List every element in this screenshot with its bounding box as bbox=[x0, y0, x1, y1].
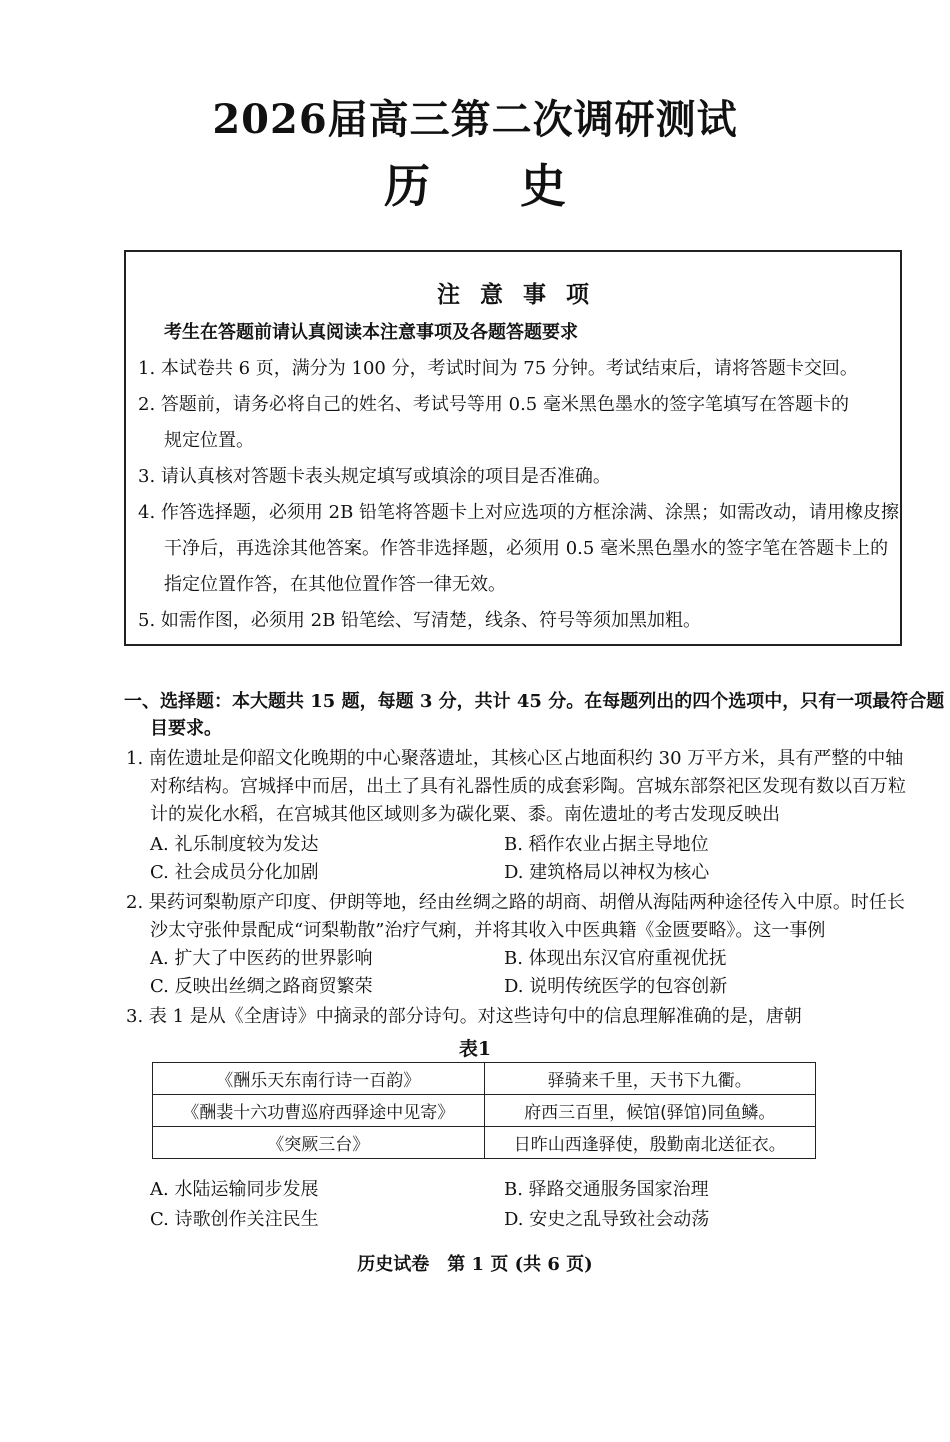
notice-line-2: 2. 答题前，请务必将自己的姓名、考试号等用 0.5 毫米黑色墨水的签字笔填写在答题卡的 bbox=[138, 394, 849, 415]
q1-option-a: A. 礼乐制度较为发达 bbox=[150, 834, 319, 855]
table-row bbox=[153, 1063, 816, 1095]
table-row bbox=[153, 1127, 816, 1159]
q2-stem-line-1: 2. 果药诃梨勒原产印度、伊朗等地，经由丝绸之路的胡商、胡僧从海陆两种途径传入中原。时任长 bbox=[126, 892, 905, 913]
poem-verse: 日昨山西逢驿使，殷勤南北送征衣。 bbox=[484, 1127, 816, 1159]
notice-heading: 注意事项 bbox=[437, 281, 609, 308]
poem-verse: 驿骑来千里，天书下九衢。 bbox=[484, 1063, 816, 1095]
table-row bbox=[153, 1095, 816, 1127]
q1-stem-line-1: 1. 南佐遗址是仰韶文化晚期的中心聚落遗址，其核心区占地面积约 30 万平方米，具有严整的中轴 bbox=[126, 748, 904, 769]
subject-title: 历史 bbox=[384, 159, 656, 213]
notice-line-4: 4. 作答选择题，必须用 2B 铅笔将答题卡上对应选项的方框涂满、涂黑；如需改动，请用橡皮擦 bbox=[138, 502, 900, 523]
q3-option-c: C. 诗歌创作关注民生 bbox=[150, 1209, 319, 1230]
q1-option-b: B. 稻作农业占据主导地位 bbox=[504, 834, 709, 855]
q1-option-c: C. 社会成员分化加剧 bbox=[150, 862, 319, 883]
poem-verse: 府西三百里，候馆(驿馆)同鱼鳞。 bbox=[484, 1095, 816, 1127]
notice-line-4-cont-a: 干净后，再选涂其他答案。作答非选择题，必须用 0.5 毫米黑色墨水的签字笔在答题卡上的 bbox=[164, 538, 889, 559]
q1-option-d: D. 建筑格局以神权为核心 bbox=[504, 862, 710, 883]
poem-title: 《酬裴十六功曹巡府西驿途中见寄》 bbox=[153, 1095, 485, 1127]
table-caption: 表1 bbox=[458, 1038, 492, 1060]
q2-option-c: C. 反映出丝绸之路商贸繁荣 bbox=[150, 976, 373, 997]
q2-stem-line-2: 沙太守张仲景配成“诃梨勒散”治疗气痢，并将其收入中医典籍《金匮要略》。这一事例 bbox=[150, 920, 826, 941]
notice-line-3: 3. 请认真核对答题卡表头规定填写或填涂的项目是否准确。 bbox=[138, 466, 611, 487]
q1-stem-line-3: 计的炭化水稻，在宫城其他区域则多为碳化粟、黍。南佐遗址的考古发现反映出 bbox=[150, 804, 780, 825]
notice-line-1: 1. 本试卷共 6 页，满分为 100 分，考试时间为 75 分钟。考试结束后，请将答题卡交回。 bbox=[138, 358, 858, 379]
poem-table bbox=[152, 1062, 816, 1159]
exam-title: 2026届高三第二次调研测试 bbox=[212, 96, 738, 143]
q2-option-b: B. 体现出东汉官府重视优抚 bbox=[504, 948, 727, 969]
notice-line-4-cont-b: 指定位置作答，在其他位置作答一律无效。 bbox=[164, 574, 506, 595]
page-footer: 历史试卷 第 1 页 (共 6 页) bbox=[357, 1254, 593, 1275]
section-heading-cont: 目要求。 bbox=[150, 718, 222, 739]
q2-option-d: D. 说明传统医学的包容创新 bbox=[504, 976, 728, 997]
notice-line-5: 5. 如需作图，必须用 2B 铅笔绘、写清楚，线条、符号等须加黑加粗。 bbox=[138, 610, 702, 631]
notice-line-2-cont: 规定位置。 bbox=[164, 430, 254, 451]
q2-option-a: A. 扩大了中医药的世界影响 bbox=[150, 948, 373, 969]
q3-option-b: B. 驿路交通服务国家治理 bbox=[504, 1179, 709, 1200]
poem-title: 《突厥三台》 bbox=[153, 1127, 485, 1159]
notice-box bbox=[124, 250, 902, 646]
section-heading: 一、选择题：本大题共 15 题，每题 3 分，共计 45 分。在每题列出的四个选项中，只有一项最符合题 bbox=[124, 691, 945, 712]
notice-intro: 考生在答题前请认真阅读本注意事项及各题答题要求 bbox=[164, 322, 578, 343]
q1-stem-line-2: 对称结构。宫城择中而居，出土了具有礼器性质的成套彩陶。宫城东部祭祀区发现有数以百万粒 bbox=[150, 776, 906, 797]
q3-option-a: A. 水陆运输同步发展 bbox=[150, 1179, 319, 1200]
q3-option-d: D. 安史之乱导致社会动荡 bbox=[504, 1209, 710, 1230]
q3-stem: 3. 表 1 是从《全唐诗》中摘录的部分诗句。对这些诗句中的信息理解准确的是，唐朝 bbox=[126, 1006, 802, 1027]
poem-title: 《酬乐天东南行诗一百韵》 bbox=[153, 1063, 485, 1095]
